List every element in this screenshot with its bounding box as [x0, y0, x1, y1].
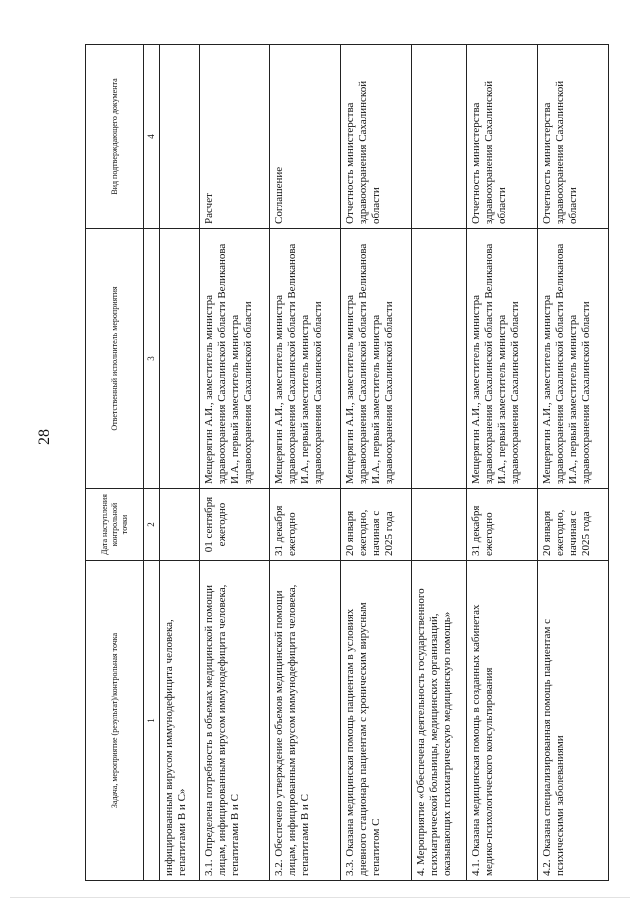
table-row: [412, 45, 467, 881]
header-responsible: Ответственный исполнитель мероприятия: [86, 229, 144, 489]
col-number: 2: [144, 489, 160, 561]
cell-task: 4. Мероприятие «Обеспечена деятельность государственного психиатрической больницы, медицинских организаций, оказывающих психиатрическую медицинскую помощь»: [412, 561, 467, 881]
cell-date: [412, 489, 467, 561]
cell-document: Расчет: [199, 45, 270, 229]
cell-date: 01 сентября ежегодно: [199, 489, 270, 561]
header-task: Задача, мероприятие (результат)/контрольная точка: [86, 561, 144, 881]
cell-task: 3.1. Определена потребность в объемах медицинской помощи лицам, инфицированным вирусом иммунодефицита человека, гепатитами В и С: [199, 561, 270, 881]
document-sheet: [85, 45, 609, 881]
control-points-table: [85, 44, 609, 881]
cell-responsible: [160, 229, 200, 489]
cell-document: Соглашение: [270, 45, 341, 229]
table-row: [341, 45, 412, 881]
page-number: 28: [36, 429, 53, 445]
cell-date: 20 января ежегодно, начиная с 2025 года: [341, 489, 412, 561]
scan-edge-line: [10, 897, 630, 898]
col-number: 1: [144, 561, 160, 881]
cell-task: 4.2. Оказана специализированная помощь пациентам с психическими заболеваниями: [538, 561, 609, 881]
col-number: 4: [144, 45, 160, 229]
cell-responsible: Мещерягин А.И., заместитель министра здравоохранения Сахалинской области Великанова И.А., первый заместитель министра здравоохранения Сахалинской области: [341, 229, 412, 489]
cell-date: 31 декабря ежегодно: [270, 489, 341, 561]
cell-document: Отчетность министерства здравоохранения Сахалинской области: [341, 45, 412, 229]
table-row: [538, 45, 609, 881]
table-row: [270, 45, 341, 881]
table-row: [467, 45, 538, 881]
cell-date: 31 декабря ежегодно: [467, 489, 538, 561]
cell-responsible: Мещерягин А.И., заместитель министра здравоохранения Сахалинской области Великанова И.А., первый заместитель министра здравоохранения Сахалинской области: [538, 229, 609, 489]
cell-document: Отчетность министерства здравоохранения Сахалинской области: [538, 45, 609, 229]
cell-document: [412, 45, 467, 229]
cell-date: 20 января ежегодно, начиная с 2025 года: [538, 489, 609, 561]
cell-date: [160, 489, 200, 561]
table-row: [160, 45, 200, 881]
cell-task: 4.1. Оказана медицинская помощь в созданных кабинетах медико-психологического консультирования: [467, 561, 538, 881]
column-number-row: [144, 45, 160, 881]
cell-responsible: Мещерягин А.И., заместитель министра здравоохранения Сахалинской области Великанова И.А., первый заместитель министра здравоохранения Сахалинской области: [467, 229, 538, 489]
col-number: 3: [144, 229, 160, 489]
cell-document: [160, 45, 200, 229]
table-row: [199, 45, 270, 881]
cell-task: 3.2. Обеспечено утверждение объемов медицинской помощи лицам, инфицированным вирусом иммунодефицита человека, гепатитами В и С: [270, 561, 341, 881]
cell-task: инфицированным вирусом иммунодефицита человека, гепатитами В и С»: [160, 561, 200, 881]
header-date: Дата наступления контрольной точки: [86, 489, 144, 561]
cell-task: 3.3. Оказана медицинская помощь пациентам в условиях дневного стационара пациентам с хроническим вирусным гепатитом С: [341, 561, 412, 881]
rotated-table-container: [85, 45, 609, 881]
cell-document: Отчетность министерства здравоохранения Сахалинской области: [467, 45, 538, 229]
cell-responsible: Мещерягин А.И., заместитель министра здравоохранения Сахалинской области Великанова И.А., первый заместитель министра здравоохранения Сахалинской области: [270, 229, 341, 489]
cell-responsible: [412, 229, 467, 489]
cell-responsible: Мещерягин А.И., заместитель министра здравоохранения Сахалинской области Великанова И.А., первый заместитель министра здравоохранения Сахалинской области: [199, 229, 270, 489]
table-header-row: [86, 45, 144, 881]
header-document: Вид подтверждающего документа: [86, 45, 144, 229]
